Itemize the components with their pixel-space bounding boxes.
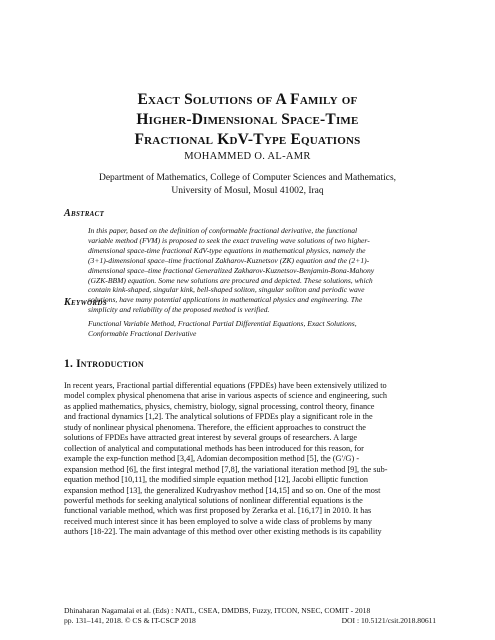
footer-proceedings: Dhinaharan Nagamalai et al. (Eds) : NATL, CSEA, DMDBS, Fuzzy, ITCON, NSEC, COMIT - 2018	[64, 606, 371, 615]
abstract-line: In this paper, based on the definition of conformable fractional derivative, the functional	[88, 226, 358, 235]
paper-title	[60, 90, 435, 150]
introduction-line: collection of analytical and computational methods has been introduced for this reason, for	[64, 443, 364, 453]
introduction-line: received much interest since it has been employed to solve a wide class of problems by many	[64, 516, 372, 526]
affiliation-line-2: University of Mosul, Mosul 41002, Iraq	[171, 186, 324, 196]
keywords-heading: Keywords	[64, 297, 107, 308]
introduction-line: authors [18-22]. The main advantage of this method over other existing methods is its capability	[64, 527, 382, 537]
abstract-line: dimensional space-time fractional KdV-type equations in mathematical physics, namely the	[88, 245, 366, 255]
introduction-line: solutions of FPDEs have attracted great interest by several groups of researchers. A large	[64, 433, 358, 443]
title-line-3: Fractional KdV-Type Equations	[134, 131, 361, 148]
introduction-body	[64, 381, 436, 538]
introduction-line: and fractional dynamics [1,2]. The analytical solutions of FPDEs play a significant role in the	[64, 412, 373, 422]
keywords-line: Functional Variable Method, Fractional Partial Differential Equations, Exact Solutions,	[88, 319, 357, 328]
author-name: MOHAMMED O. AL-AMR	[184, 151, 311, 162]
footer-doi: DOI : 10.5121/csit.2018.80611	[341, 615, 436, 625]
title-line-1: Exact Solutions of A Family of	[137, 91, 358, 108]
footer-row	[64, 616, 436, 626]
introduction-line: model complex physical phenomena that arise in various aspects of science and engineering, such	[64, 391, 388, 401]
introduction-line: example the exp-function method [3,4], Adomian decomposition method [5], the (G′/G) -	[64, 454, 360, 464]
introduction-line: study of nonlinear physical phenomena. Therefore, the efficient approaches to construct the	[64, 422, 366, 432]
keywords-line: Conformable Fractional Derivative	[88, 328, 197, 338]
keywords-body	[88, 319, 432, 339]
footer-pages-copyright: pp. 131–141, 2018. © CS & IT-CSCP 2018	[64, 615, 196, 625]
abstract-line: (GZK-BBM) equation. Some new solutions are procured and depicted. These solutions, which	[88, 275, 373, 285]
introduction-line: as applied mathematics, physics, chemistry, biology, signal processing, control theory, finance	[64, 401, 375, 411]
abstract-line: simplicity and reliability of the proposed method is verified.	[88, 305, 270, 315]
introduction-line: expansion method [13], the generalized Kudryashov method [14,15] and so on. One of the most	[64, 485, 381, 495]
introduction-line: functional variable method, which was first proposed by Zerarka et al. [16,17] in 2010. It has	[64, 506, 372, 516]
abstract-heading: Abstract	[64, 208, 105, 219]
title-line-2: Higher-Dimensional Space-Time	[136, 111, 359, 128]
introduction-heading: 1. Introduction	[64, 358, 144, 370]
introduction-line: expansion method [6], the first integral method [7,8], the variational iteration method [9], the sub-	[64, 464, 388, 474]
introduction-line: powerful methods for seeking analytical solutions of nonlinear differential equations is the	[64, 495, 363, 505]
abstract-body	[88, 226, 432, 315]
abstract-line: (3+1)-dimensional space–time fractional Zakharov-Kuznetsov (ZK) equation and the (2+1)-	[88, 255, 370, 265]
introduction-line: equation method [10,11], the modified simple equation method [12], Jacobi elliptic function	[64, 475, 368, 485]
introduction-line: In recent years, Fractional partial differential equations (FPDEs) have been extensively utilized to	[64, 381, 387, 390]
affiliation	[50, 172, 445, 198]
abstract-line: variable method (FVM) is proposed to seek the exact traveling wave solutions of two higher-	[88, 235, 370, 245]
abstract-line: contain kink-shaped, singular kink, bell-shaped soliton, singular soliton and periodic wave	[88, 285, 365, 295]
affiliation-line-1: Department of Mathematics, College of Computer Sciences and Mathematics,	[98, 173, 397, 183]
abstract-line: dimensional space–time fractional Generalized Zakharov-Kuznetsov-Benjamin-Bona-Mahony	[88, 265, 375, 275]
page-footer	[64, 606, 436, 625]
abstract-line: solutions, have many potential applications in mathematical physics and engineering. The	[88, 295, 363, 305]
